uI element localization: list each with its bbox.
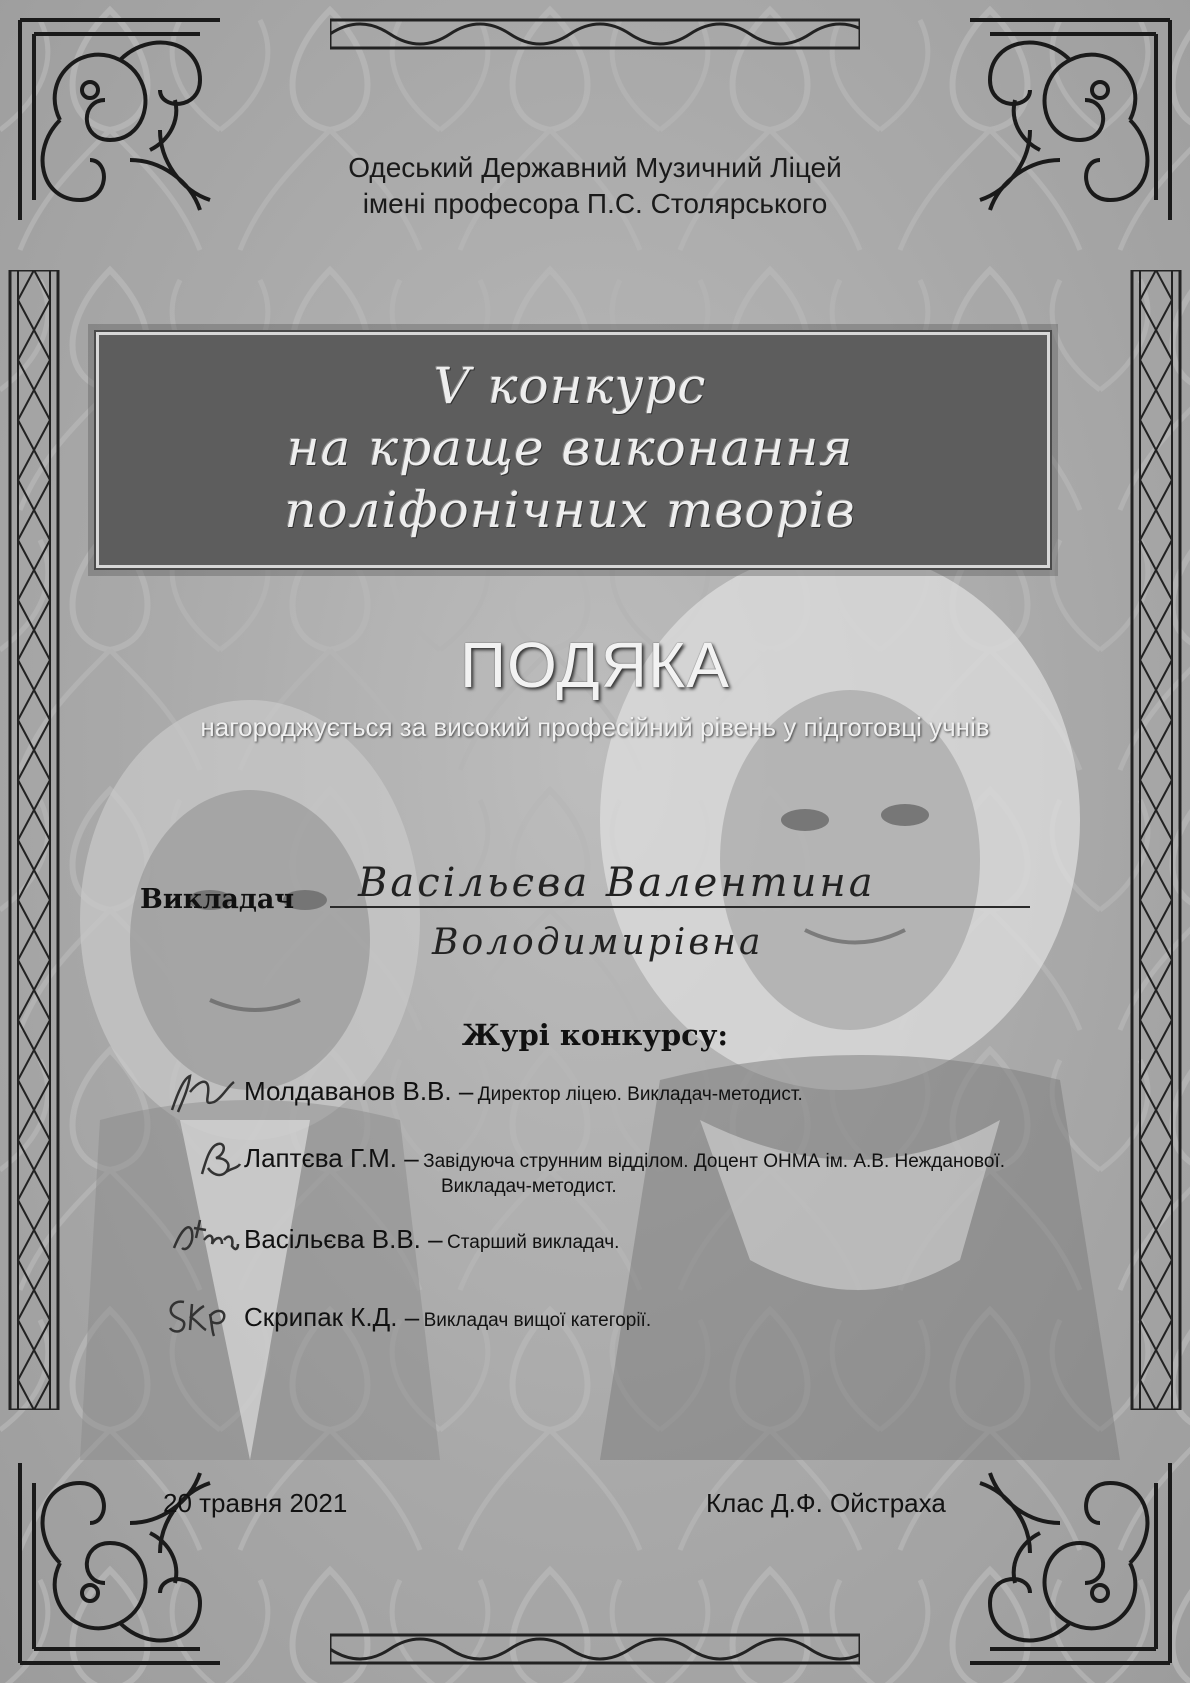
jury-member-1-role: Директор ліцею. Викладач-методист. xyxy=(477,1084,803,1105)
contest-title-line-3: поліфонічних творів xyxy=(284,481,856,539)
signature-moldavanov xyxy=(168,1072,240,1116)
bottom-border-ornament xyxy=(330,1629,860,1669)
jury-member-4-role: Викладач вищої категорії. xyxy=(423,1310,652,1331)
certificate-date: 20 травня 2021 xyxy=(163,1488,348,1518)
institution-line-1: Одеський Державний Музичний Ліцей xyxy=(348,152,842,183)
certificate-title: ПОДЯКА xyxy=(460,629,730,701)
jury-heading: Журі конкурсу: xyxy=(461,1018,729,1052)
contest-title-line-2: на краще виконання xyxy=(286,419,854,477)
corner-ornament-top-left xyxy=(0,0,240,240)
top-border-ornament xyxy=(330,14,860,54)
jury-member-3 xyxy=(244,1224,619,1255)
jury-member-3-role: Старший викладач. xyxy=(447,1232,620,1253)
institution-line-2: імені професора П.С. Столярського xyxy=(362,188,828,219)
teacher-name-handwritten-line-1: Васільєва Валентина xyxy=(358,860,876,906)
institution-name xyxy=(260,150,930,222)
signature-vasilieva xyxy=(170,1218,240,1260)
jury-member-2-role-continued: Викладач-методист. xyxy=(441,1176,617,1197)
jury-member-3-name: Васільєва В.В. – xyxy=(244,1224,443,1254)
jury-member-2-name: Лаптєва Г.М. – xyxy=(244,1143,419,1173)
corner-ornament-top-right xyxy=(950,0,1190,240)
jury-member-2-role: Завідуюча струнним відділом. Доцент ОНМА ім. А.В. Нежданової. xyxy=(423,1151,1006,1172)
teacher-label: Викладач xyxy=(140,884,295,915)
jury-member-1 xyxy=(244,1076,803,1107)
jury-member-4 xyxy=(244,1302,651,1333)
teacher-name-underline xyxy=(330,906,1030,908)
signature-lapteva xyxy=(196,1138,242,1178)
jury-member-2 xyxy=(244,1143,1005,1174)
certificate-subtitle: нагороджується за високий професійний рівень у підготовці учнів xyxy=(200,712,990,742)
corner-ornament-bottom-left xyxy=(0,1443,240,1683)
jury-member-4-name: Скрипак К.Д. – xyxy=(244,1302,420,1332)
corner-ornament-bottom-right xyxy=(950,1443,1190,1683)
contest-title-line-1: V конкурс xyxy=(433,357,707,415)
contest-title xyxy=(96,355,1044,541)
teacher-name-handwritten-line-2: Володимирівна xyxy=(432,922,764,963)
jury-member-1-name: Молдаванов В.В. – xyxy=(244,1076,474,1106)
signature-skrypak xyxy=(166,1294,240,1338)
class-name: Клас Д.Ф. Ойстраха xyxy=(706,1488,946,1518)
left-border-ornament xyxy=(6,270,62,1410)
right-border-ornament xyxy=(1128,270,1184,1410)
